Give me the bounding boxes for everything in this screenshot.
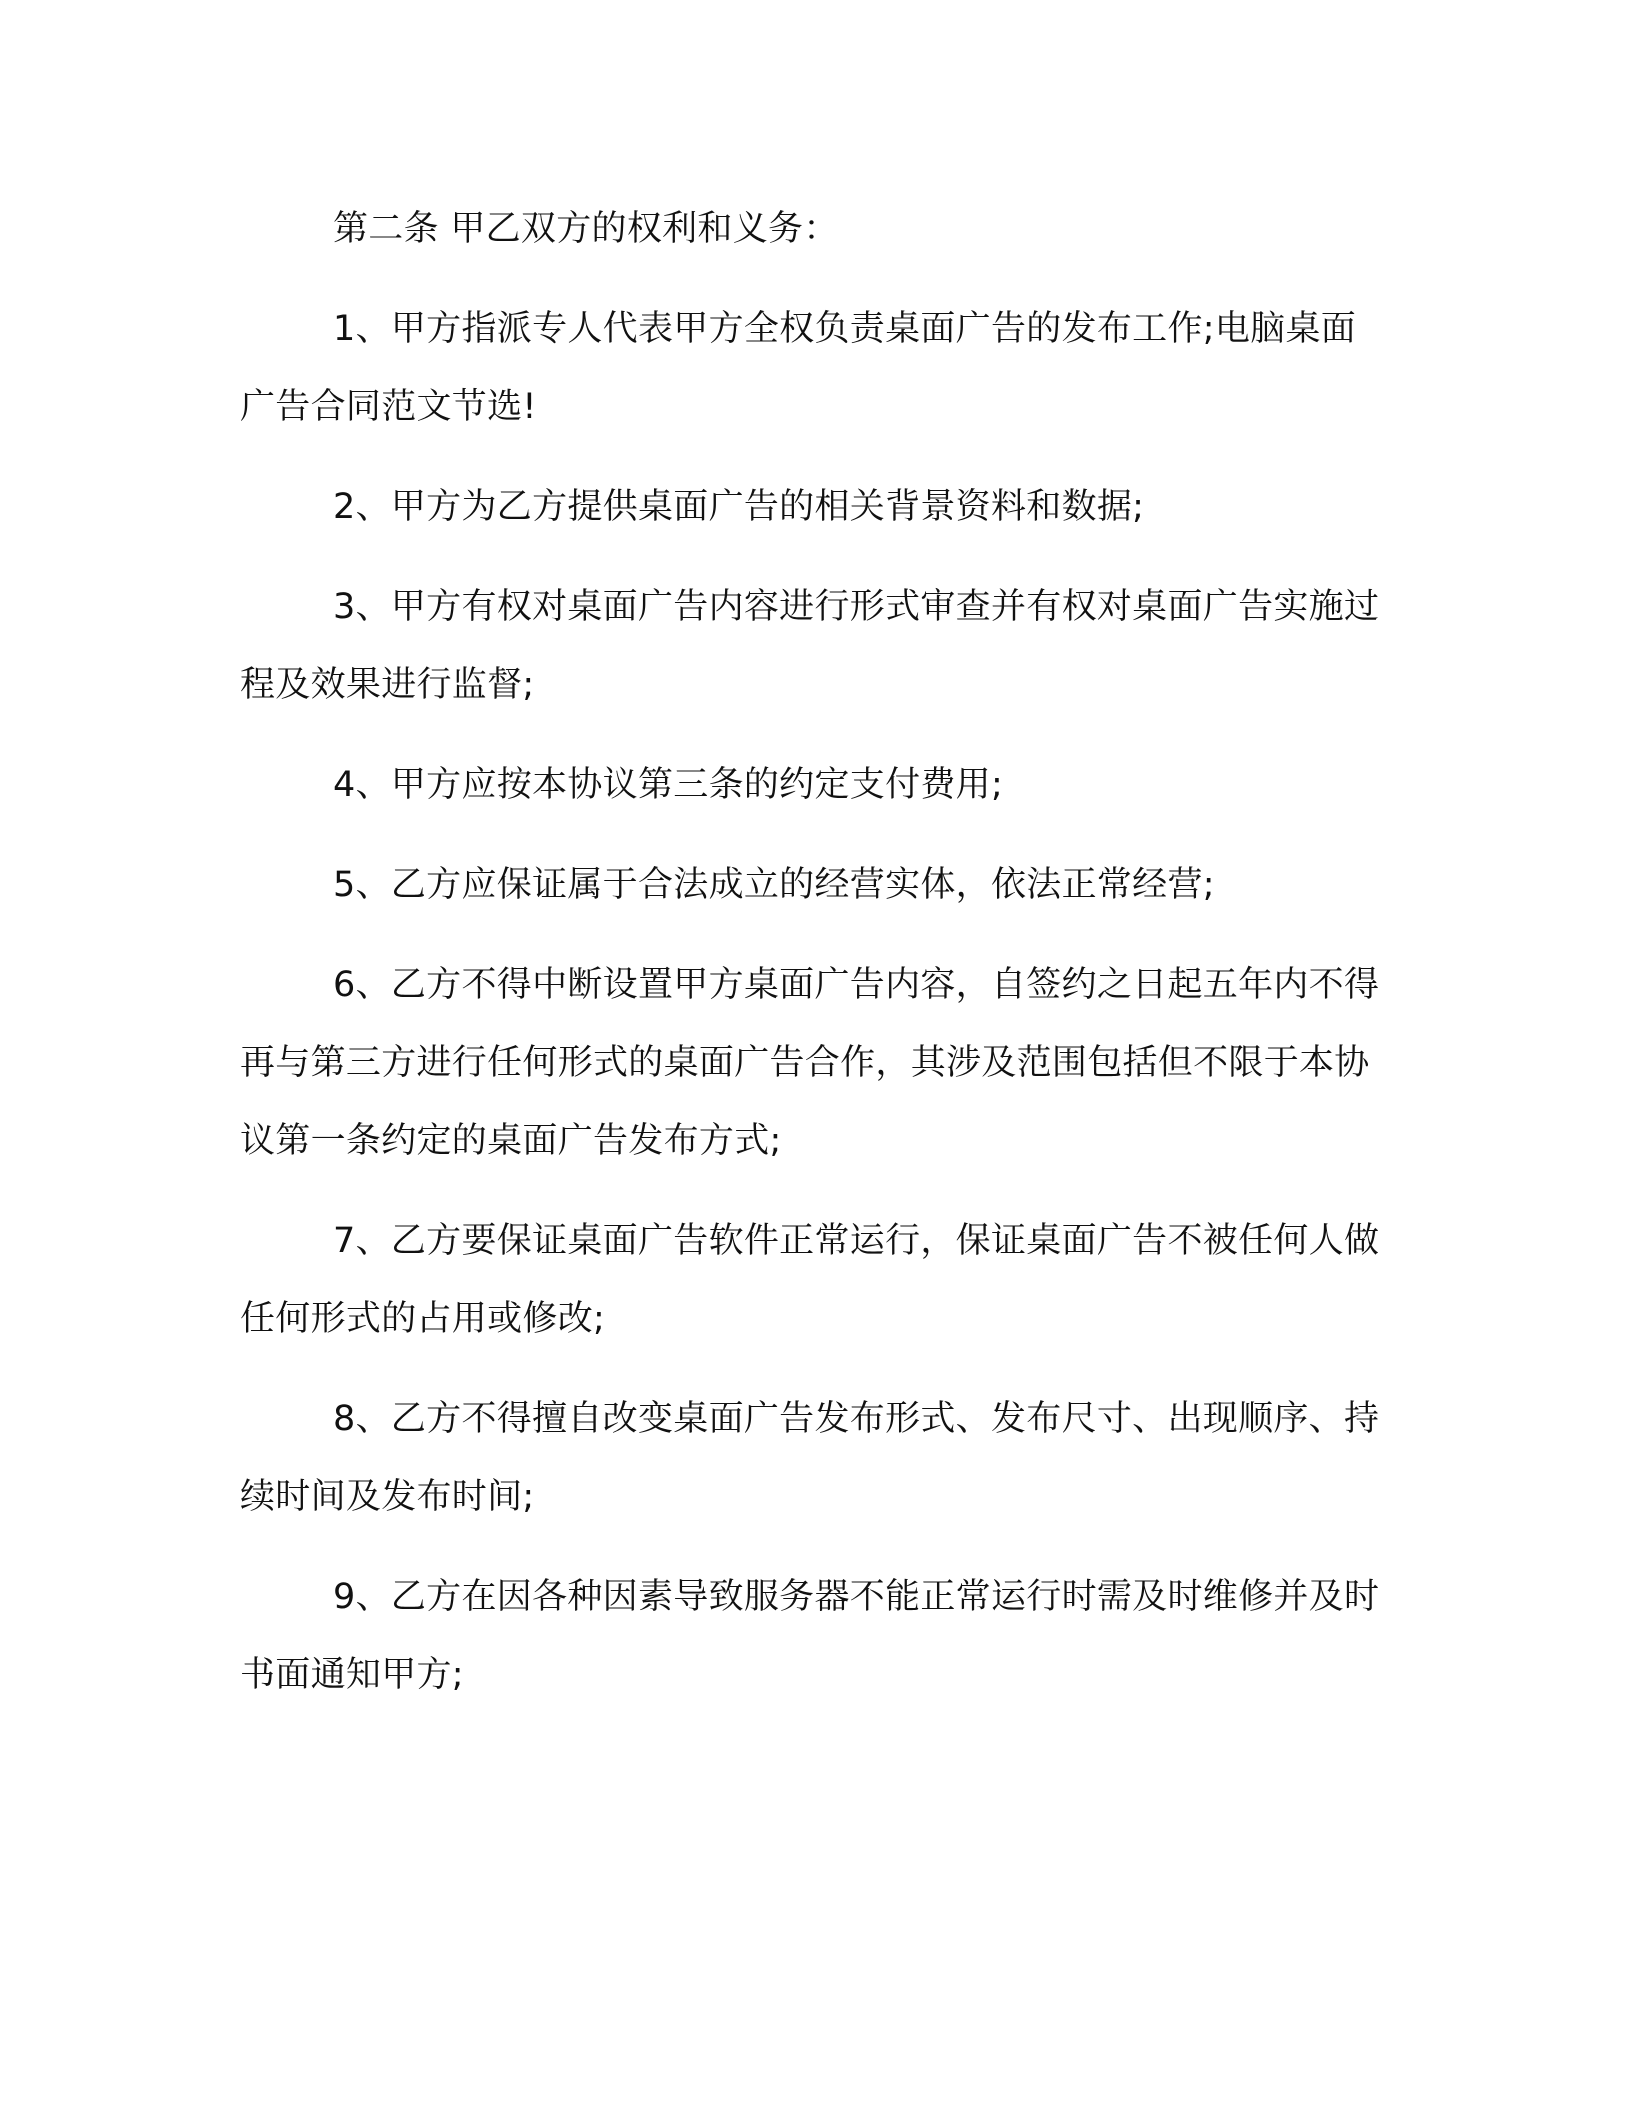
clause-2: 2、甲方为乙方提供桌面广告的相关背景资料和数据; (333, 487, 1145, 527)
clause-6: 6、乙方不得中断设置甲方桌面广告内容，自签约之日起五年内不得再与第三方进行任何形式的桌面广告合作，其涉及范围包括但不限于本协议第一条约定的桌面广告发布方式; (240, 965, 1380, 1161)
clause-4: 4、甲方应按本协议第三条的约定支付费用; (333, 765, 1004, 805)
document-body (240, 190, 1380, 1714)
clause-9: 9、乙方在因各种因素导致服务器不能正常运行时需及时维修并及时书面通知甲方; (240, 1577, 1380, 1695)
clause-5: 5、乙方应保证属于合法成立的经营实体，依法正常经营; (333, 865, 1215, 905)
clause-8: 8、乙方不得擅自改变桌面广告发布形式、发布尺寸、出现顺序、持续时间及发布时间; (240, 1399, 1380, 1517)
clause-3: 3、甲方有权对桌面广告内容进行形式审查并有权对桌面广告实施过程及效果进行监督; (240, 587, 1380, 705)
section-heading: 第二条 甲乙双方的权利和义务： (333, 209, 839, 249)
clause-1: 1、甲方指派专人代表甲方全权负责桌面广告的发布工作;电脑桌面广告合同范文节选! (240, 309, 1357, 427)
clause-7: 7、乙方要保证桌面广告软件正常运行，保证桌面广告不被任何人做任何形式的占用或修改; (240, 1221, 1380, 1339)
